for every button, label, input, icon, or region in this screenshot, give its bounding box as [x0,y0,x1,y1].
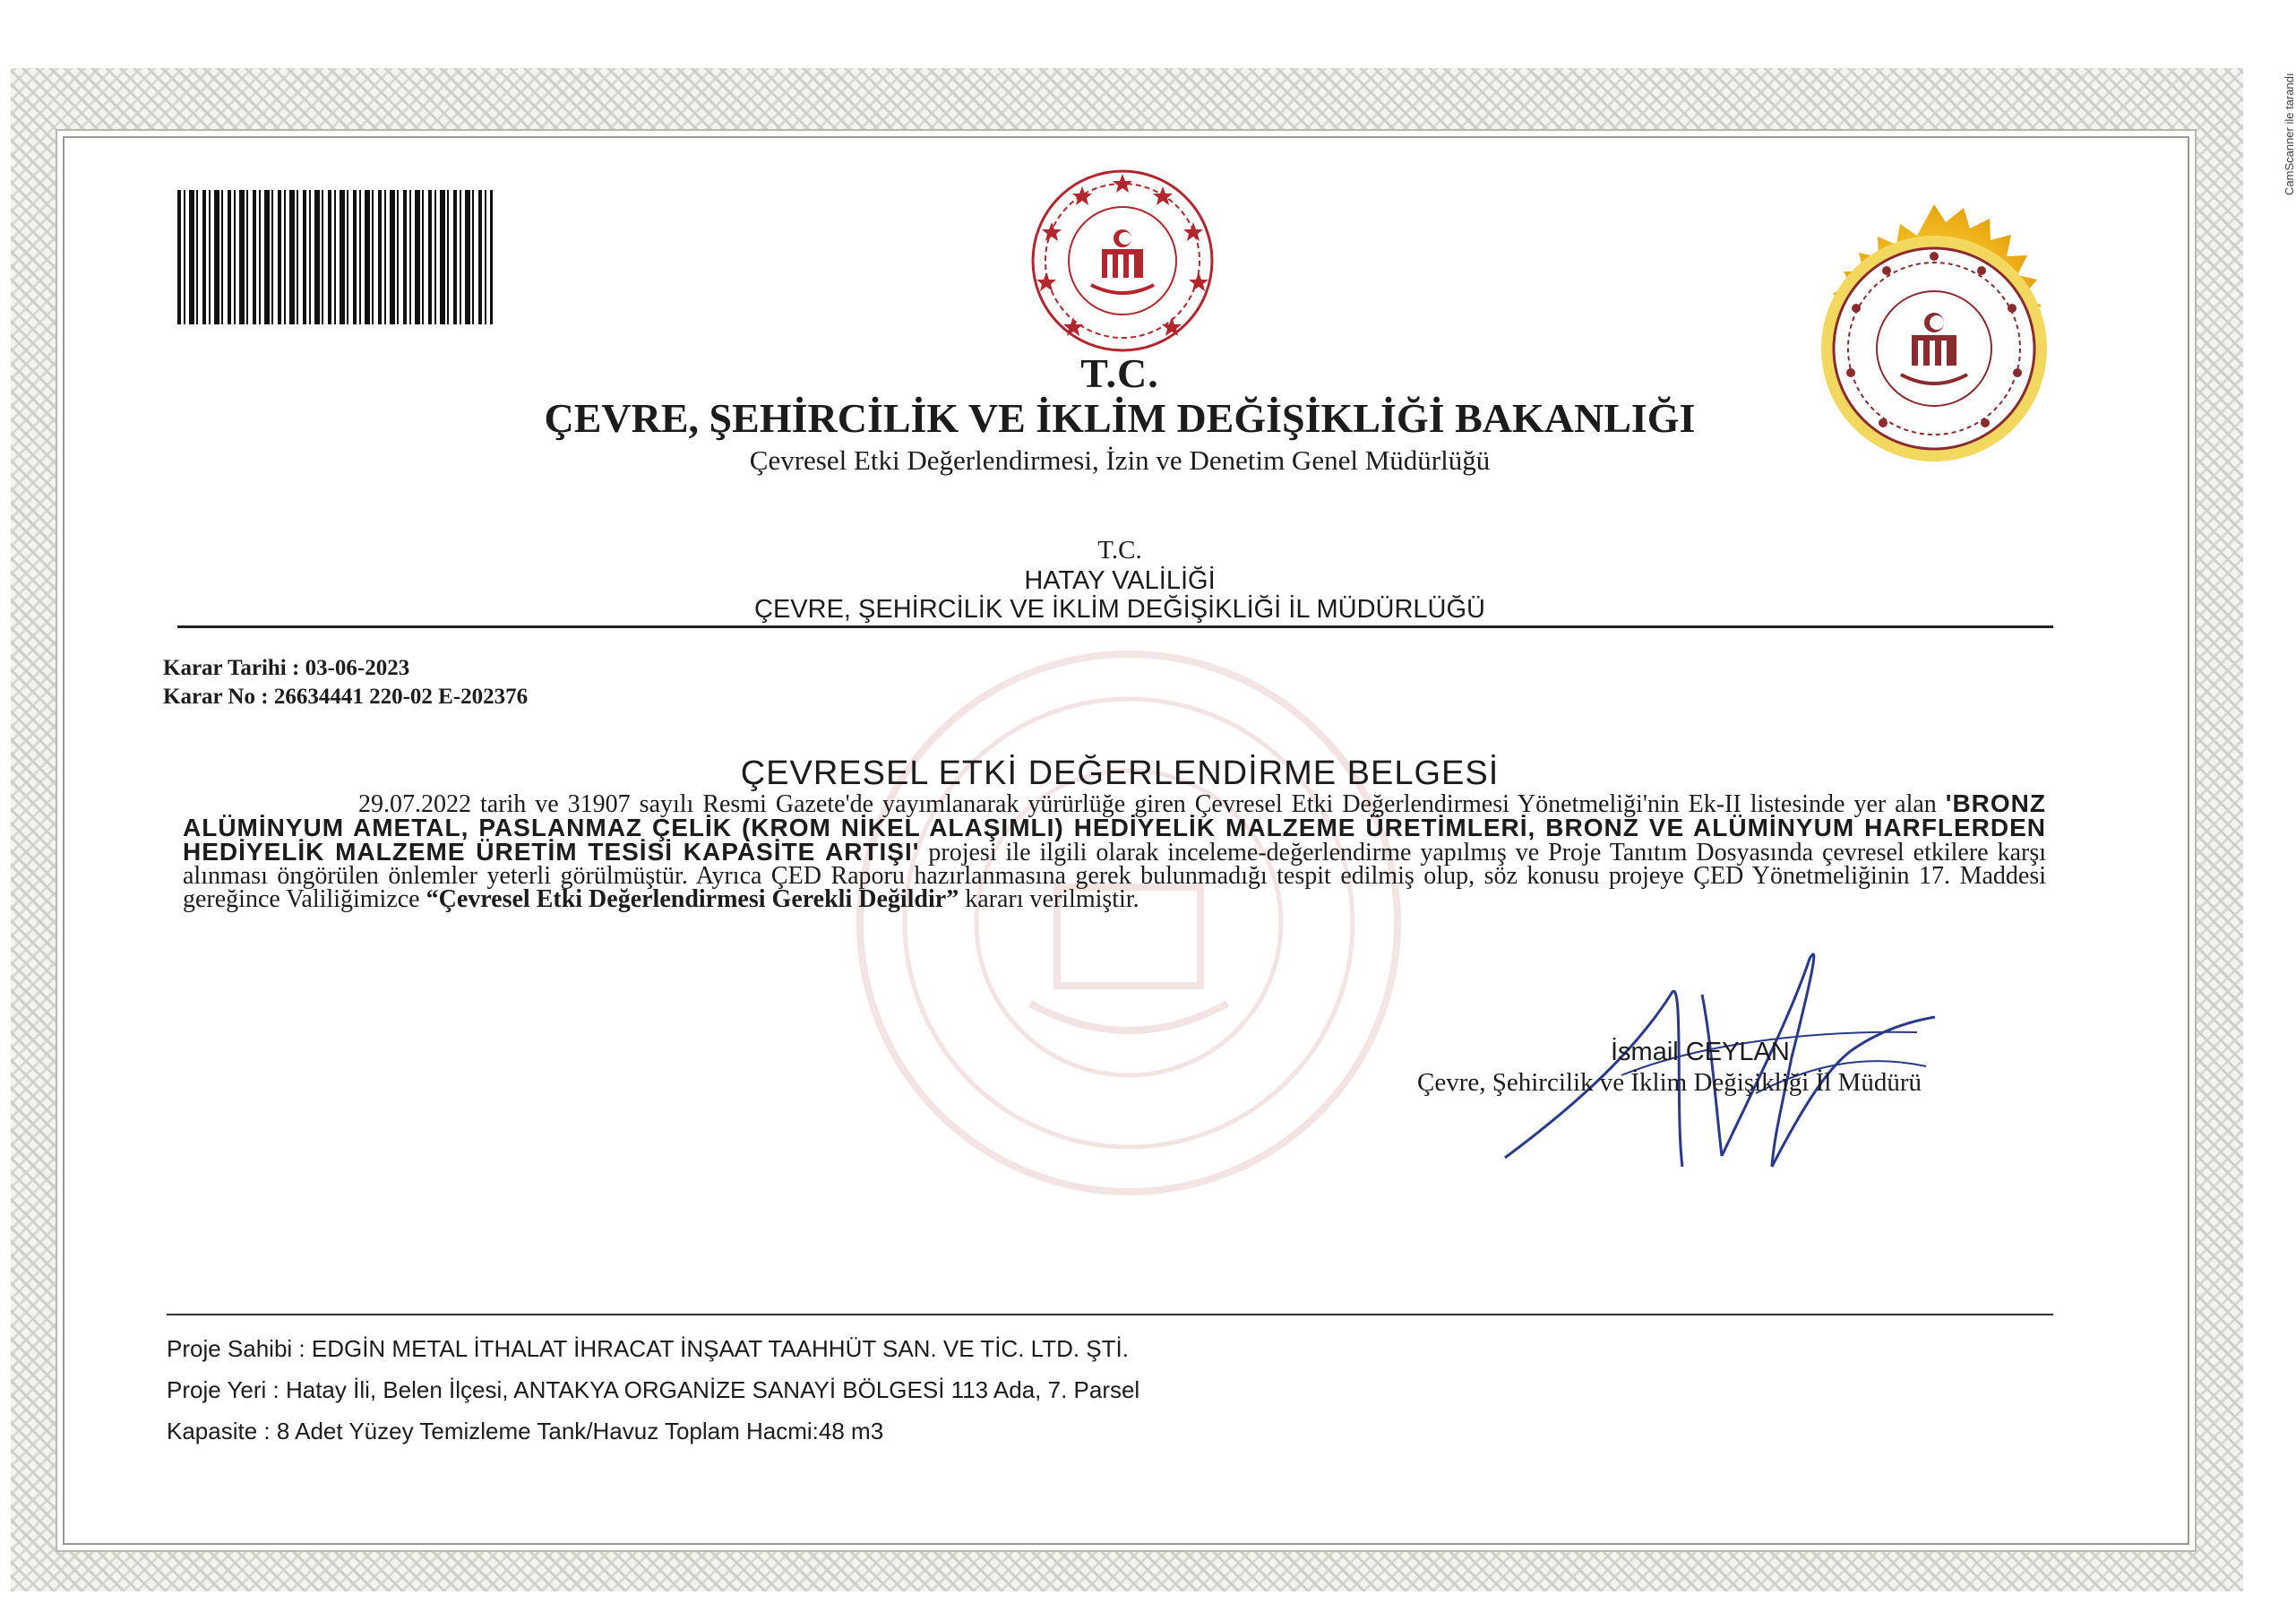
signatory-name: İsmail CEYLAN [1611,1038,1790,1066]
ministry-title: ÇEVRE, ŞEHİRCİLİK VE İKLİM DEĞİŞİKLİĞİ BAKANLIĞI [544,395,1696,441]
decision-body [183,789,2046,913]
decision-date: Karar Tarihi : 03-06-2023 [163,656,410,680]
provincial-directorate: ÇEVRE, ŞEHİRCİLİK VE İKLİM DEĞİŞİKLİĞİ İL MÜDÜRLÜĞÜ [754,595,1485,624]
body-part-3: kararı verilmiştir. [959,885,1139,913]
project-owner: Proje Sahibi : EDGİN METAL İTHALAT İHRACAT İNŞAAT TAAHHÜT SAN. VE TİC. LTD. ŞTİ. [167,1335,1129,1362]
body-part-1: 29.07.2022 tarih ve 31907 sayılı Resmi Gazete'de yayımlanarak yürürlüğe giren Çevresel Etki Değerlendirmesi Yönetmeliği'nin Ek-II listesinde yer alan [358,790,1946,818]
subheader-tc: T.C. [1097,536,1142,565]
body-part-2: projesi ile ilgili olarak inceleme-değerlendirme yapılmış ve Proje Tanıtım Dosyasında çevresel etkilere karşı alınması öngörülen önlemler yeterli görülmüştür. Ayrıca ÇED Raporu hazırlanmasına gerek bulunmadığı tespit edilmiş olup, söz konusu projeye ÇED Yönetmeliğinin 17. Maddesi gereğince Valiliğimizce [183,839,2046,913]
barcode-icon [177,190,493,324]
signatory-title: Çevre, Şehircilik ve İklim Değişikliği İl Müdürü [1417,1068,1922,1097]
header-divider [177,625,2053,628]
scanner-note [2268,25,2296,195]
governorship: HATAY VALİLİĞİ [1024,566,1216,595]
general-directorate: Çevresel Etki Değerlendirmesi, İzin ve Denetim Genel Müdürlüğü [749,444,1491,476]
document-title: ÇEVRESEL ETKİ DEĞERLENDİRME BELGESİ [740,754,1500,792]
watermark-seal-icon [851,645,1406,1201]
project-capacity: Kapasite : 8 Adet Yüzey Temizleme Tank/Havuz Toplam Hacmi:48 m3 [167,1418,884,1444]
decision-number: Karar No : 26634441 220-02 E-202376 [163,685,529,709]
project-location: Proje Yeri : Hatay İli, Belen İlçesi, ANTAKYA ORGANİZE SANAYİ BÖLGESİ 113 Ada, 7. Parsel [167,1376,1140,1403]
footer-divider [167,1314,2053,1315]
decision-phrase: “Çevresel Etki Değerlendirmesi Gerekli Değildir” [426,885,959,913]
header-tc: T.C. [1080,350,1159,396]
ministry-seal-icon [1028,167,1217,355]
project-name: 'BRONZ ALÜMİNYUM AMETAL, PASLANMAZ ÇELİK (KROM NİKEL ALAŞIMLI) HEDİYELİK MALZEME ÜRETİMLERİ, BRONZ VE ALÜMİNYUM HARFLERDEN HEDİYELİK MALZEME ÜRETİM TESİSİ KAPASİTE ARTIŞI' [183,789,2046,866]
scanner-note-text: CamScanner ile tarandı [2283,73,2296,195]
